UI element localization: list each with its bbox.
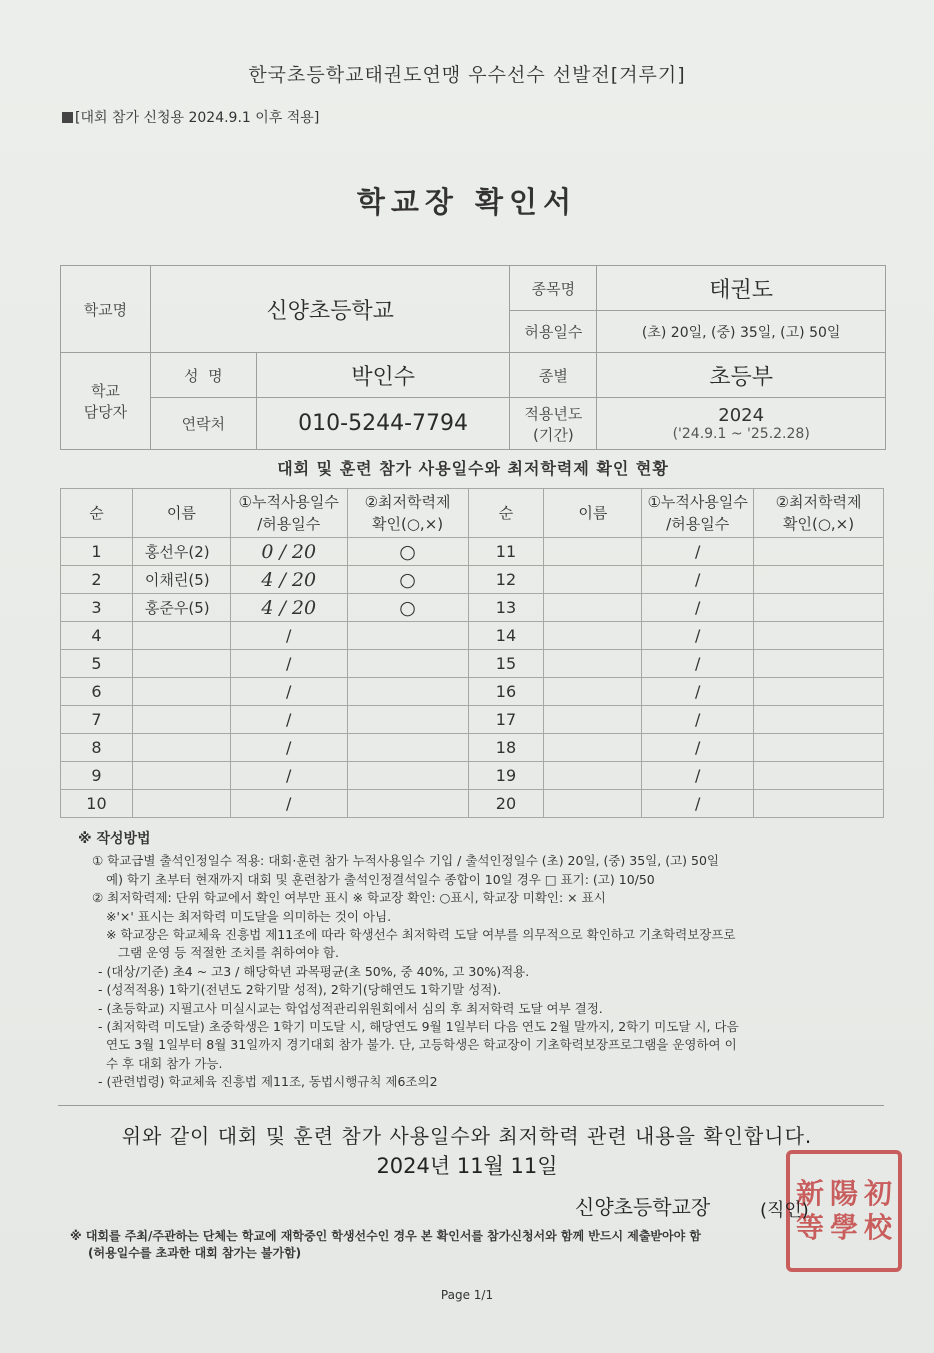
- row-number: 20: [468, 790, 544, 818]
- note-line: ② 최저학력제: 단위 학교에서 확인 여부만 표시 ※ 학교장 확인: ○표시, 학교장 미확인: × 표시: [92, 890, 606, 906]
- table-row: [61, 594, 884, 622]
- grade-check: [754, 678, 884, 706]
- col-check-header: [347, 489, 468, 538]
- table-row: [61, 734, 884, 762]
- page-number: Page 1/1: [440, 1288, 494, 1302]
- note-line: ※ 학교장은 학교체육 진흥법 제11조에 따라 학생선수 최저학력 도달 여부를 의무적으로 확인하고 기초학력보장프로: [106, 927, 736, 943]
- grade-check: [347, 678, 468, 706]
- student-name: [132, 678, 230, 706]
- student-name: [132, 706, 230, 734]
- allowed-days-value: (초) 20일, (중) 35일, (고) 50일: [597, 311, 886, 353]
- footnote: [70, 1228, 830, 1262]
- grade-check: [754, 594, 884, 622]
- phone-label: 연락처: [150, 398, 256, 450]
- col-name-header-right: 이름: [544, 489, 642, 538]
- grade-check: [754, 622, 884, 650]
- days-used: /: [642, 566, 754, 594]
- year-label-line2: (기간): [533, 425, 574, 444]
- roster-header-row: [61, 489, 884, 538]
- grade-check: [754, 734, 884, 762]
- row-number: 10: [61, 790, 133, 818]
- note-line: 예) 학기 초부터 현재까지 대회 및 훈련참가 출석인정결석일수 종합이 10일 경우 □ 표기: (고) 10/50: [106, 871, 655, 887]
- student-name: [132, 650, 230, 678]
- grade-check: [754, 790, 884, 818]
- note-line: 수 후 대회 참가 가능.: [106, 1055, 223, 1071]
- year-label-line1: 적용년도: [524, 404, 583, 423]
- table-row: [61, 622, 884, 650]
- row-number: 6: [61, 678, 133, 706]
- student-name: [132, 790, 230, 818]
- roster-table: [60, 488, 884, 818]
- row-number: 9: [61, 762, 133, 790]
- note-line: - (초등학교) 지필고사 미실시교는 학업성적관리위원회에서 심의 후 최저학력 도달 여부 결정.: [98, 1000, 603, 1016]
- col-days-header-right-line2: /허용일수: [666, 515, 730, 533]
- division-label: 종별: [510, 353, 597, 398]
- days-used: /: [230, 678, 347, 706]
- period-value: ('24.9.1 ~ '25.2.28): [672, 426, 810, 442]
- days-used: 4 / 20: [230, 566, 347, 594]
- col-check-header-line2: 확인(○,×): [372, 515, 444, 533]
- year-value: 2024: [718, 405, 765, 426]
- days-used: /: [642, 594, 754, 622]
- table-row: [61, 706, 884, 734]
- division-value: 초등부: [597, 353, 886, 398]
- grade-check: [754, 566, 884, 594]
- confirmation-statement: 위와 같이 대회 및 훈련 참가 사용일수와 최저학력 관련 내용을 확인합니다.: [121, 1124, 813, 1148]
- table-row: [61, 538, 884, 566]
- row-number: 4: [61, 622, 133, 650]
- seal-label: (직인): [760, 1200, 809, 1221]
- school-value: 신양초등학교: [150, 266, 510, 353]
- row-number: 14: [468, 622, 544, 650]
- student-name: 홍선우(2): [132, 538, 230, 566]
- col-days-header-right: [642, 489, 754, 538]
- principal-name: 신양초등학교장: [575, 1195, 711, 1219]
- row-number: 1: [61, 538, 133, 566]
- event-label: 종목명: [510, 266, 597, 311]
- grade-check: [347, 762, 468, 790]
- row-number: 17: [468, 706, 544, 734]
- days-used: /: [230, 762, 347, 790]
- school-info-table: [60, 265, 886, 450]
- col-check-header-right: [754, 489, 884, 538]
- footnote-line2: (허용일수를 초과한 대회 참가는 불가함): [88, 1246, 302, 1260]
- row-number: 3: [61, 594, 133, 622]
- table-row: [61, 566, 884, 594]
- days-used: /: [642, 650, 754, 678]
- days-used: 4 / 20: [230, 594, 347, 622]
- days-used: /: [642, 622, 754, 650]
- table-row: [61, 678, 884, 706]
- grade-check: ○: [347, 566, 468, 594]
- grade-check: [754, 762, 884, 790]
- confirmation-date: 2024년 11월 11일: [376, 1154, 558, 1178]
- note-line: ※'×' 표시는 최저학력 미도달을 의미하는 것이 아님.: [106, 908, 392, 924]
- student-name: [544, 650, 642, 678]
- col-days-header-right-line1: ①누적사용일수: [647, 493, 748, 511]
- application-note-text: [대회 참가 신청용 2024.9.1 이후 적용]: [75, 110, 320, 126]
- col-no-header: 순: [61, 489, 133, 538]
- note-line: - (관련법령) 학교체육 진흥법 제11조, 동법시행규칙 제6조의2: [98, 1074, 438, 1090]
- col-check-header-right-line2: 확인(○,×): [782, 515, 855, 533]
- row-number: 13: [468, 594, 544, 622]
- row-number: 16: [468, 678, 544, 706]
- col-no-header-right: 순: [468, 489, 544, 538]
- student-name: [132, 762, 230, 790]
- student-name: [544, 790, 642, 818]
- organization-title: 한국초등학교태권도연맹 우수선수 선발전[겨루기]: [248, 64, 686, 86]
- row-number: 15: [468, 650, 544, 678]
- col-days-header-line2: /허용일수: [257, 515, 321, 533]
- student-name: [544, 538, 642, 566]
- official-seal-stamp: 新 陽 初 等 學 校: [786, 1150, 902, 1272]
- grade-check: [754, 706, 884, 734]
- row-number: 12: [468, 566, 544, 594]
- days-used: /: [642, 790, 754, 818]
- row-number: 19: [468, 762, 544, 790]
- note-line: - (성적적용) 1학기(전년도 2학기말 성적), 2학기(당해연도 1학기말 성적).: [98, 982, 502, 998]
- days-used: /: [230, 790, 347, 818]
- name-label: 성 명: [150, 353, 256, 398]
- row-number: 8: [61, 734, 133, 762]
- footnote-line1: ※ 대회를 주최/주관하는 단체는 학교에 재학중인 학생선수인 경우 본 확인서를 참가신청서와 함께 반드시 제출받아야 함: [70, 1229, 701, 1243]
- student-name: 홍준우(5): [132, 594, 230, 622]
- divider: [58, 1105, 884, 1106]
- col-check-header-line1: ②최저학력제: [364, 493, 451, 511]
- contact-group-label: [61, 353, 151, 450]
- table-row: [61, 790, 884, 818]
- days-used: 0 / 20: [230, 538, 347, 566]
- days-used: /: [230, 706, 347, 734]
- row-number: 18: [468, 734, 544, 762]
- year-cell: [597, 398, 886, 450]
- days-used: /: [642, 706, 754, 734]
- instructions: [78, 830, 838, 1092]
- instructions-heading: ※ 작성방법: [78, 831, 151, 847]
- days-used: /: [642, 734, 754, 762]
- year-label: [510, 398, 597, 450]
- square-bullet-icon: [62, 112, 73, 123]
- school-label: 학교명: [61, 266, 151, 353]
- grade-check: [754, 538, 884, 566]
- grade-check: [347, 734, 468, 762]
- days-used: /: [642, 762, 754, 790]
- grade-check: ○: [347, 538, 468, 566]
- student-name: [544, 762, 642, 790]
- col-name-header: 이름: [132, 489, 230, 538]
- document-title: 학교장 확인서: [356, 185, 578, 219]
- event-value: 태권도: [597, 266, 886, 311]
- student-name: [544, 678, 642, 706]
- note-line: - (최저학력 미도달) 초중학생은 1학기 미도달 시, 해당연도 9월 1일부터 다음 연도 2월 말까지, 2학기 미도달 시, 다음: [98, 1019, 739, 1035]
- days-used: /: [642, 678, 754, 706]
- row-number: 5: [61, 650, 133, 678]
- days-used: /: [230, 622, 347, 650]
- grade-check: ○: [347, 594, 468, 622]
- student-name: [544, 594, 642, 622]
- grade-check: [347, 650, 468, 678]
- allowed-days-label: 허용일수: [510, 311, 597, 353]
- col-days-header-line1: ①누적사용일수: [238, 493, 339, 511]
- note-line: 그램 운영 등 적절한 조치를 취하여야 함.: [118, 945, 340, 961]
- days-used: /: [230, 734, 347, 762]
- student-name: [544, 622, 642, 650]
- note-line: - (대상/기준) 초4 ~ 고3 / 해당학년 과목평균(초 50%, 중 40%, 고 30%)적용.: [98, 963, 530, 979]
- row-number: 7: [61, 706, 133, 734]
- student-name: [544, 566, 642, 594]
- note-line: ① 학교급별 출석인정일수 적용: 대회·훈련 참가 누적사용일수 기입 / 출석인정일수 (초) 20일, (중) 35일, (고) 50일: [92, 853, 719, 869]
- note-line: 연도 3월 1일부터 8월 31일까지 경기대회 참가 불가. 단, 고등학생은 학교장이 기초학력보장프로그램을 운영하여 이: [106, 1037, 737, 1053]
- grade-check: [754, 650, 884, 678]
- grade-check: [347, 622, 468, 650]
- contact-group-label-line2: 담당자: [83, 403, 128, 421]
- student-name: 이채린(5): [132, 566, 230, 594]
- student-name: [544, 734, 642, 762]
- phone-value: 010-5244-7794: [256, 398, 510, 450]
- col-days-header: [230, 489, 347, 538]
- col-check-header-right-line1: ②최저학력제: [775, 493, 862, 511]
- row-number: 11: [468, 538, 544, 566]
- application-note: [62, 107, 319, 127]
- contact-group-label-line1: 학교: [90, 382, 120, 400]
- row-number: 2: [61, 566, 133, 594]
- section-title: 대회 및 훈련 참가 사용일수와 최저학력제 확인 현황: [277, 459, 669, 478]
- days-used: /: [230, 650, 347, 678]
- table-row: [61, 762, 884, 790]
- table-row: [61, 650, 884, 678]
- student-name: [132, 734, 230, 762]
- grade-check: [347, 706, 468, 734]
- student-name: [544, 706, 642, 734]
- days-used: /: [642, 538, 754, 566]
- grade-check: [347, 790, 468, 818]
- student-name: [132, 622, 230, 650]
- name-value: 박인수: [256, 353, 510, 398]
